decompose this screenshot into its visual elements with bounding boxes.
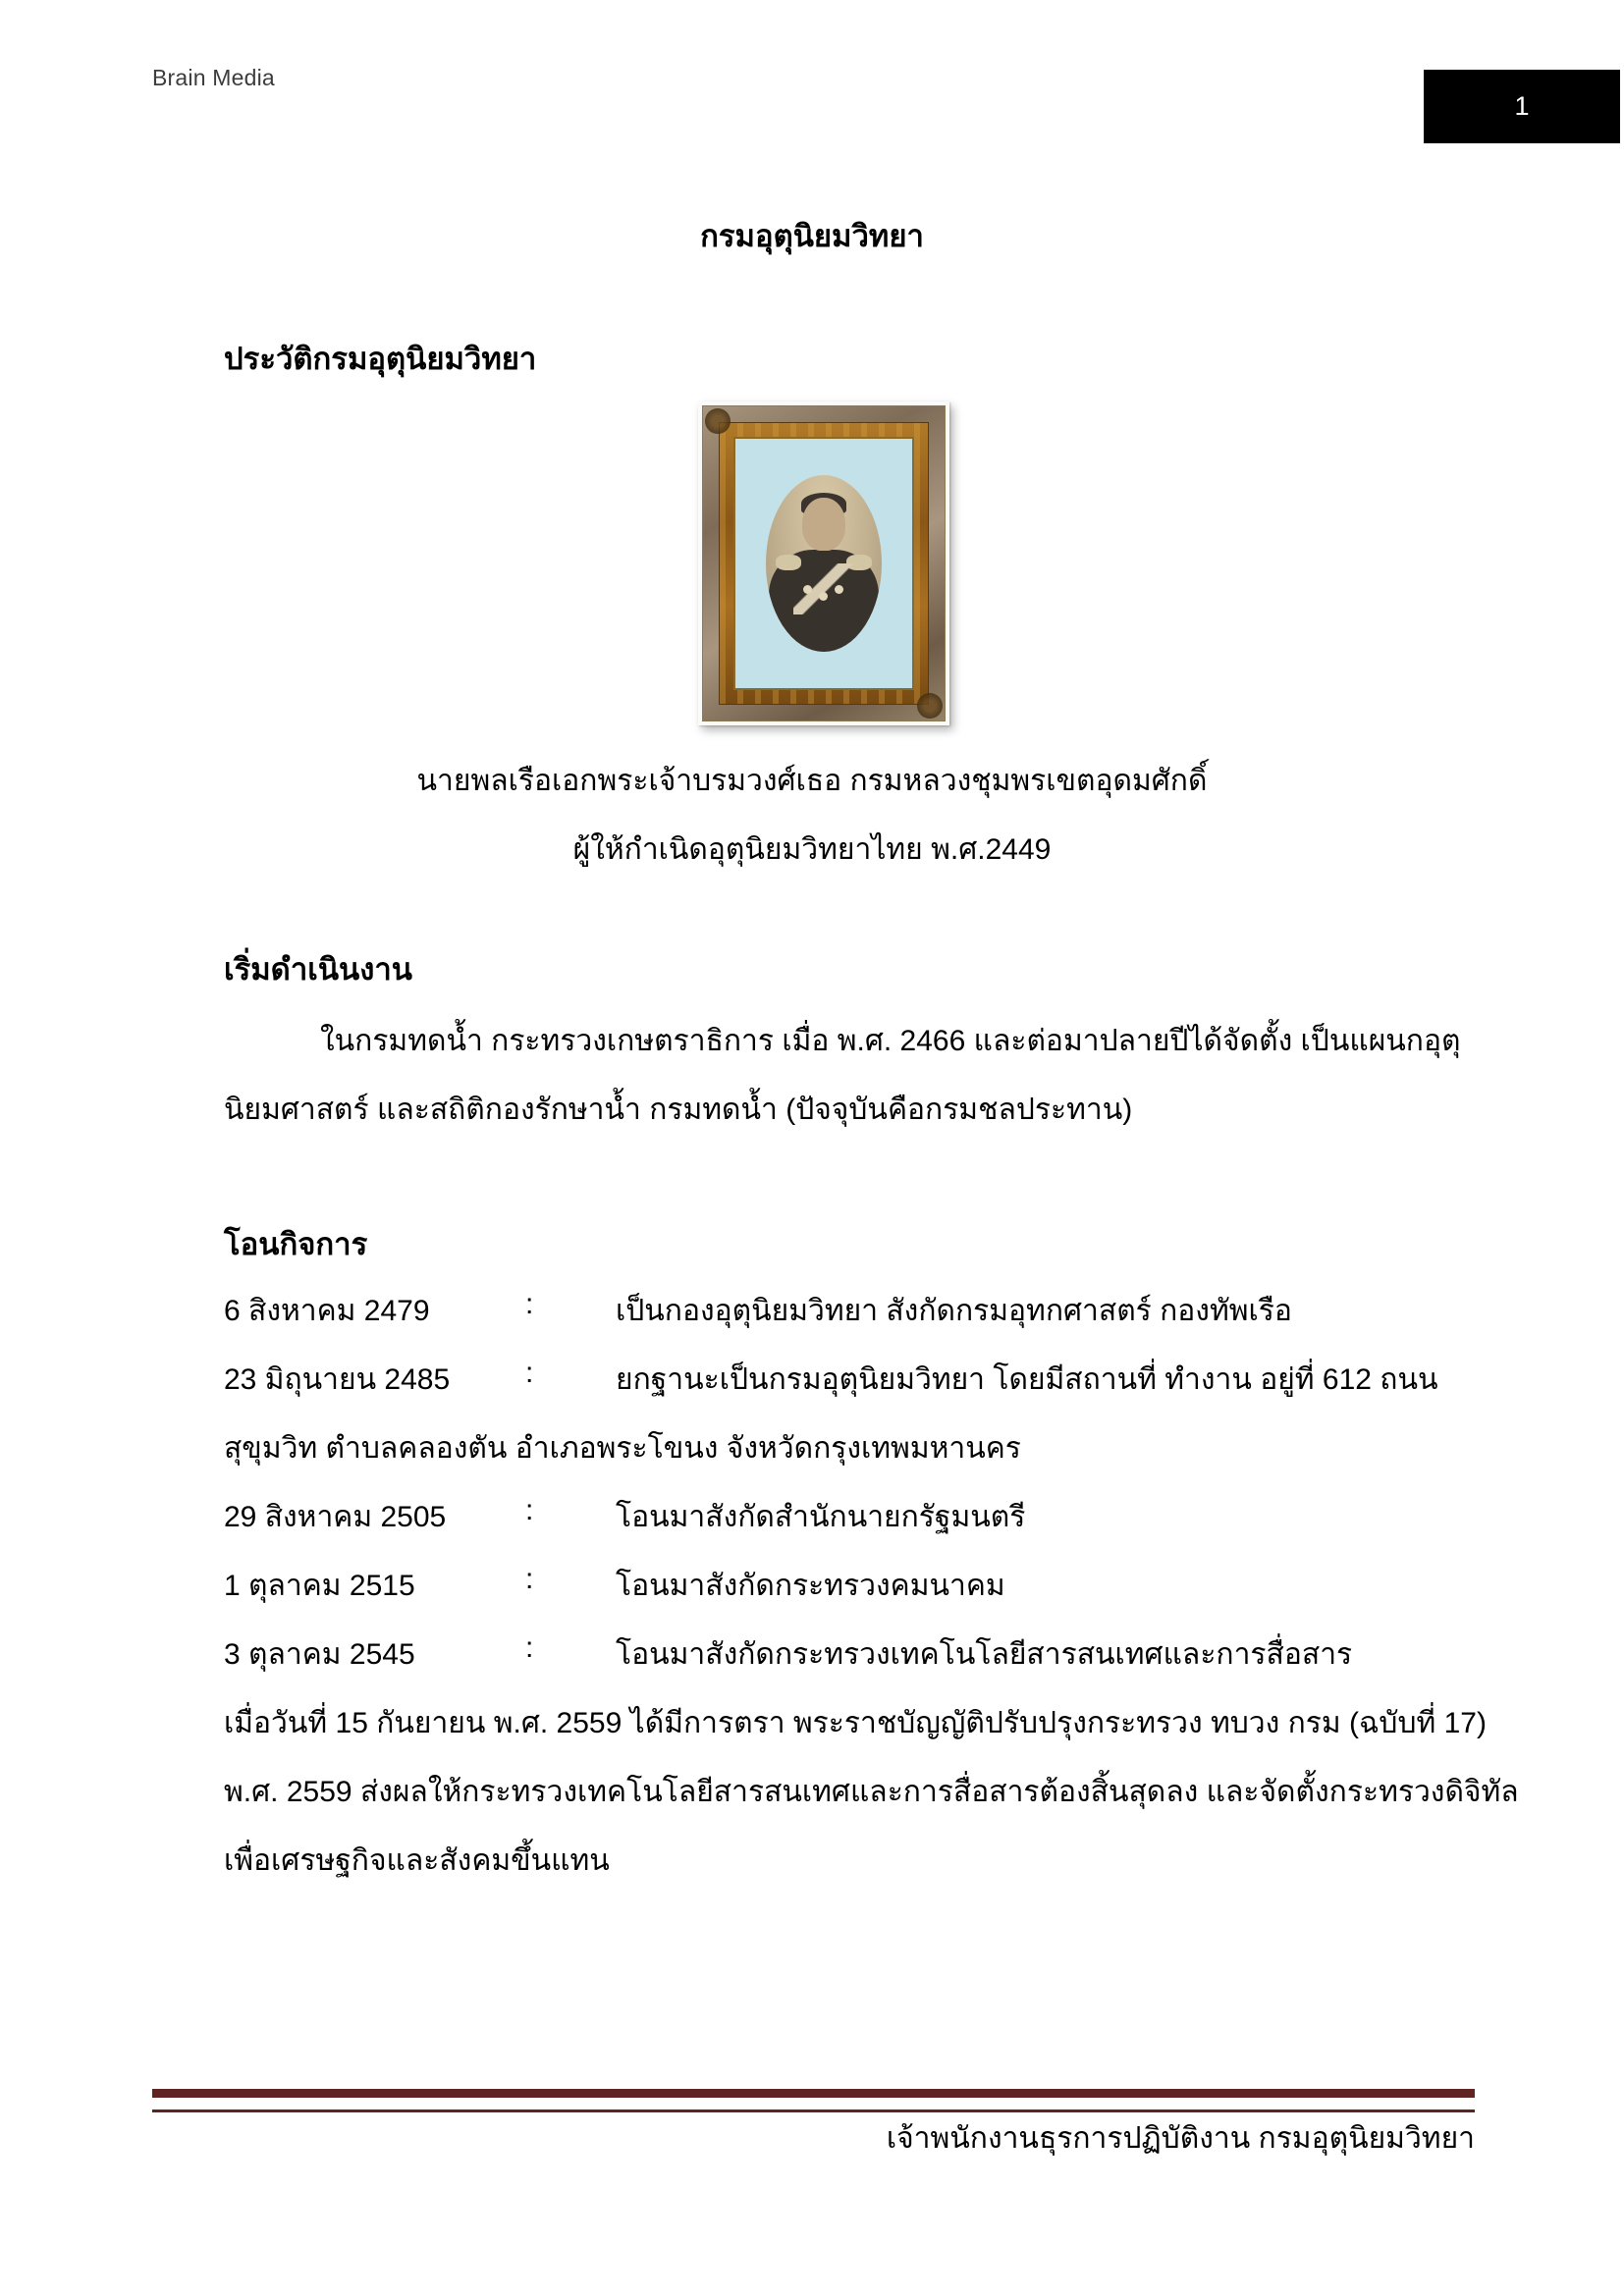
timeline-separator: :	[525, 1631, 534, 1664]
timeline-row	[224, 1631, 1441, 1677]
start-paragraph-line2: นิยมศาสตร์ และสถิติกองรักษาน้ำ กรมทดน้ำ (ปัจจุบันคือกรมชลประทาน)	[224, 1094, 1133, 1126]
timeline-row	[224, 1357, 1441, 1402]
timeline-detail: โอนมาสังกัดกระทรวงคมนาคม	[616, 1570, 1005, 1602]
timeline-detail: โอนมาสังกัดกระทรวงเทคโนโลยีสารสนเทศและการสื่อสาร	[616, 1638, 1353, 1671]
timeline-row-continuation: สุขุมวิท ตำบลคลองตัน อำเภอพระโขนง จังหวัดกรุงเทพมหานคร	[224, 1432, 1021, 1465]
frame-gold-band	[719, 422, 929, 705]
section-heading-transfer: โอนกิจการ	[224, 1227, 368, 1261]
transfer-closing-line3: เพื่อเศรษฐกิจและสังคมขึ้นแทน	[224, 1844, 610, 1877]
footer-divider-rule	[152, 2089, 1475, 2112]
timeline-date: 23 มิถุนายน 2485	[224, 1363, 451, 1396]
timeline-date: 29 สิงหาคม 2505	[224, 1501, 447, 1533]
header-brand-text: Brain Media	[152, 65, 275, 90]
document-title: กรมอุตุนิยมวิทยา	[700, 219, 924, 253]
portrait-framed-image	[698, 401, 949, 725]
timeline-separator: :	[525, 1494, 534, 1526]
timeline-separator: :	[525, 1357, 534, 1389]
page-number-badge	[1424, 70, 1620, 143]
timeline-row	[224, 1288, 1441, 1333]
timeline-row	[224, 1563, 1441, 1608]
transfer-closing-line2: พ.ศ. 2559 ส่งผลให้กระทรวงเทคโนโลยีสารสนเทศและการสื่อสารต้องสิ้นสุดลง และจัดตั้งกระทรวงดิจิทัล	[224, 1776, 1519, 1808]
portrait-head	[802, 498, 845, 551]
timeline-detail: ยกฐานะเป็นกรมอุตุนิยมวิทยา โดยมีสถานที่ ทำงาน อยู่ที่ 612 ถนน	[616, 1363, 1438, 1396]
portrait-medal	[803, 585, 812, 594]
frame-outer-band	[702, 405, 946, 721]
timeline-date: 1 ตุลาคม 2515	[224, 1570, 415, 1602]
timeline-date: 3 ตุลาคม 2545	[224, 1638, 415, 1671]
timeline-detail: เป็นกองอุตุนิยมวิทยา สังกัดกรมอุทกศาสตร์ กองทัพเรือ	[616, 1295, 1292, 1327]
oval-sepia-photo	[766, 475, 882, 652]
start-paragraph-line1: ในกรมทดน้ำ กระทรวงเกษตราธิการ เมื่อ พ.ศ. 2466 และต่อมาปลายปีได้จัดตั้ง เป็นแผนกอุตุ	[320, 1025, 1461, 1057]
portrait-medal	[835, 585, 843, 594]
timeline-row	[224, 1494, 1441, 1539]
page-number: 1	[1514, 91, 1530, 121]
portrait-medal	[819, 592, 828, 601]
frame-blue-mat	[733, 437, 914, 690]
timeline-separator: :	[525, 1563, 534, 1595]
portrait-caption-line1: นายพลเรือเอกพระเจ้าบรมวงศ์เธอ กรมหลวงชุมพรเขตอุดมศักดิ์	[416, 765, 1208, 797]
footer-text: เจ้าพนักงานธุรการปฏิบัติงาน กรมอุตุนิยมวิทยา	[886, 2122, 1475, 2155]
timeline-separator: :	[525, 1288, 534, 1320]
footer-divider-gap	[152, 2098, 1475, 2101]
timeline-detail: โอนมาสังกัดสำนักนายกรัฐมนตรี	[616, 1501, 1026, 1533]
portrait-caption-line2: ผู้ให้กำเนิดอุตุนิยมวิทยาไทย พ.ศ.2449	[572, 833, 1052, 866]
transfer-closing-line1: เมื่อวันที่ 15 กันยายน พ.ศ. 2559 ได้มีการตรา พระราชบัญญัติปรับปรุงกระทรวง ทบวง กรม (ฉบับที่ 17)	[224, 1707, 1487, 1739]
section-heading-history: ประวัติกรมอุตุนิยมวิทยา	[224, 342, 537, 376]
section-heading-start: เริ่มดำเนินงาน	[224, 952, 412, 987]
timeline-date: 6 สิงหาคม 2479	[224, 1295, 430, 1327]
